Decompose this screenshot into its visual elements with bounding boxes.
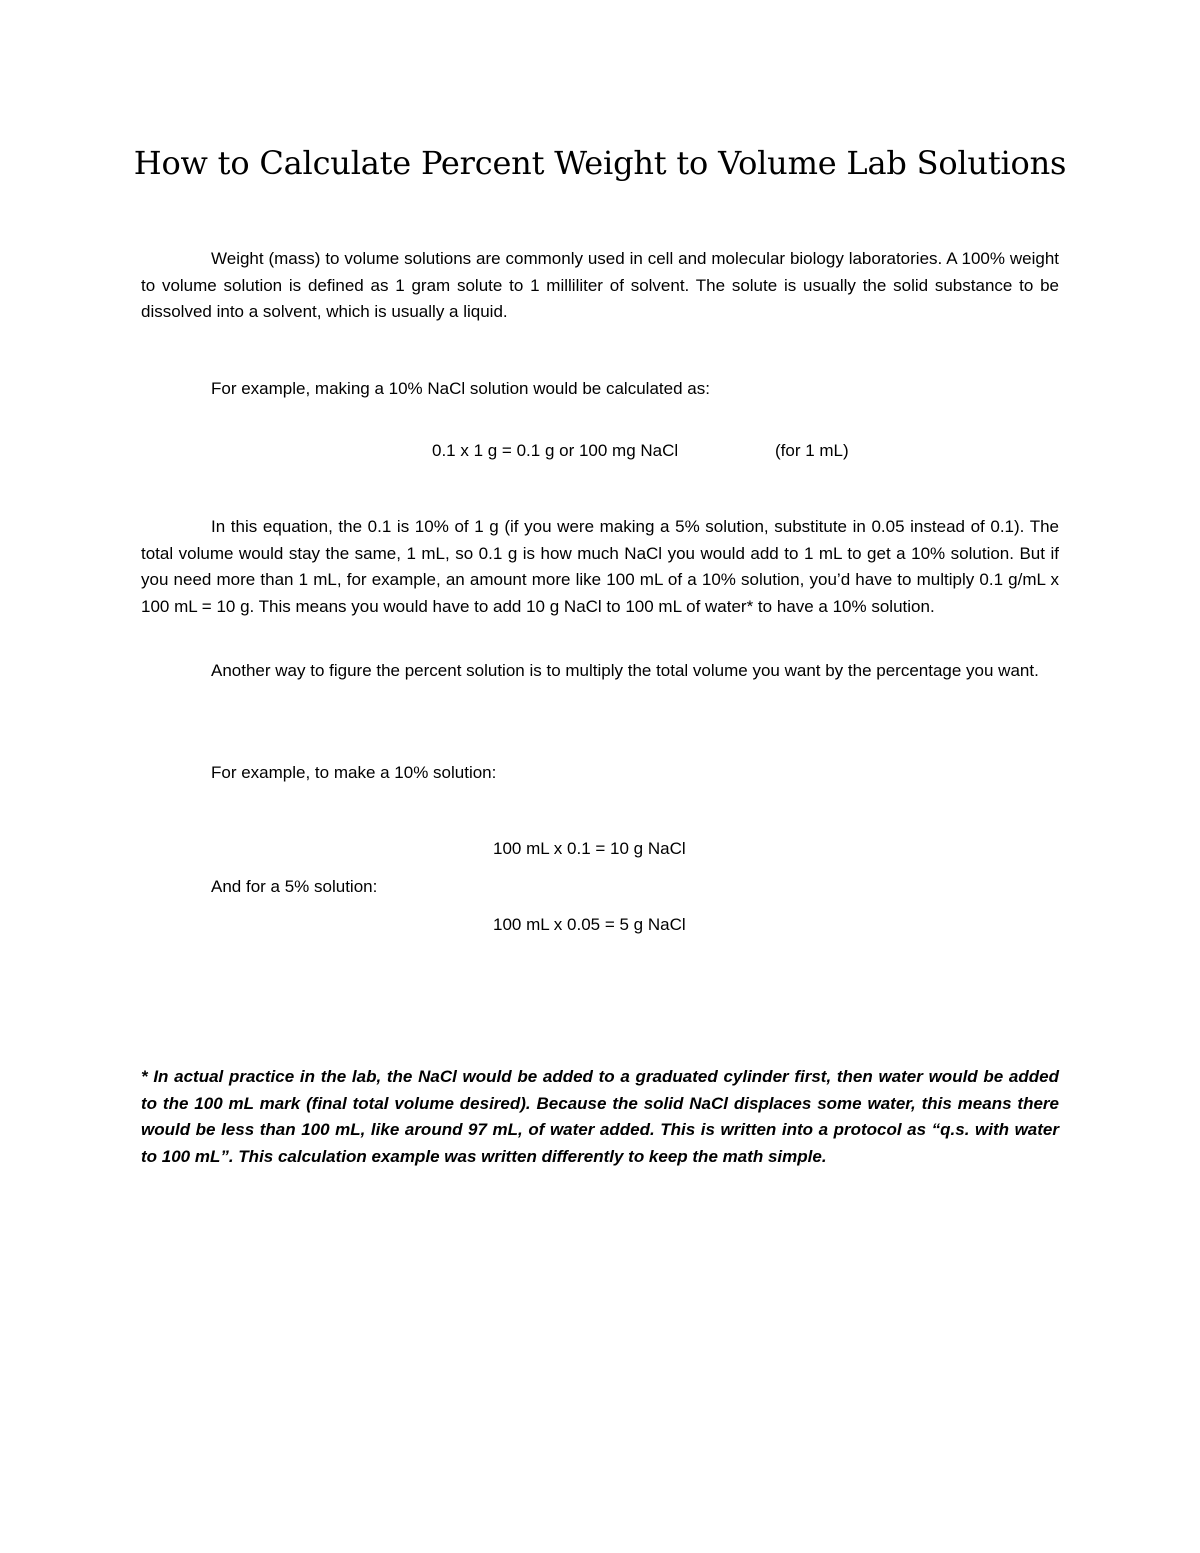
equation-3: 100 mL x 0.05 = 5 g NaCl bbox=[493, 915, 686, 934]
example3-intro: And for a 5% solution: bbox=[211, 877, 378, 896]
intro-paragraph: Weight (mass) to volume solutions are commonly used in cell and molecular biology laboratories. A 100% weight to volume solution is defined as 1 gram solute to 1 milliliter of solvent. The solute is usually the solid substance to be dissolved into a solvent, which is usually a liquid. bbox=[141, 249, 1059, 321]
equation-1-note: (for 1 mL) bbox=[775, 441, 849, 460]
another-way-paragraph: Another way to figure the percent solution is to multiply the total volume you want by the percentage you want. bbox=[211, 661, 1039, 680]
footnote-paragraph: * In actual practice in the lab, the NaCl would be added to a graduated cylinder first, then water would be added to the 100 mL mark (final total volume desired). Because the solid NaCl displaces some water, this means there would be less than 100 mL, like around 97 mL, of water added. This is written into a protocol as “q.s. with water to 100 mL”. This calculation example was written differently to keep the math simple. bbox=[141, 1067, 1059, 1166]
equation-1: 0.1 x 1 g = 0.1 g or 100 mg NaCl bbox=[432, 441, 679, 460]
document-title: How to Calculate Percent Weight to Volume Lab Solutions bbox=[133, 144, 1067, 182]
explanation-paragraph: In this equation, the 0.1 is 10% of 1 g (if you were making a 5% solution, substitute in 0.05 instead of 0.1). The total volume would stay the same, 1 mL, so 0.1 g is how much NaCl you would add to 1 mL to get a 10% solution. But if you need more than 1 mL, for example, an amount more like 100 mL of a 10% solution, you’d have to multiply 0.1 g/mL x 100 mL = 10 g. This means you would have to add 10 g NaCl to 100 mL of water* to have a 10% solution. bbox=[141, 517, 1059, 616]
equation-2: 100 mL x 0.1 = 10 g NaCl bbox=[493, 839, 686, 858]
example1-intro: For example, making a 10% NaCl solution would be calculated as: bbox=[211, 379, 710, 398]
example2-intro: For example, to make a 10% solution: bbox=[211, 763, 497, 782]
